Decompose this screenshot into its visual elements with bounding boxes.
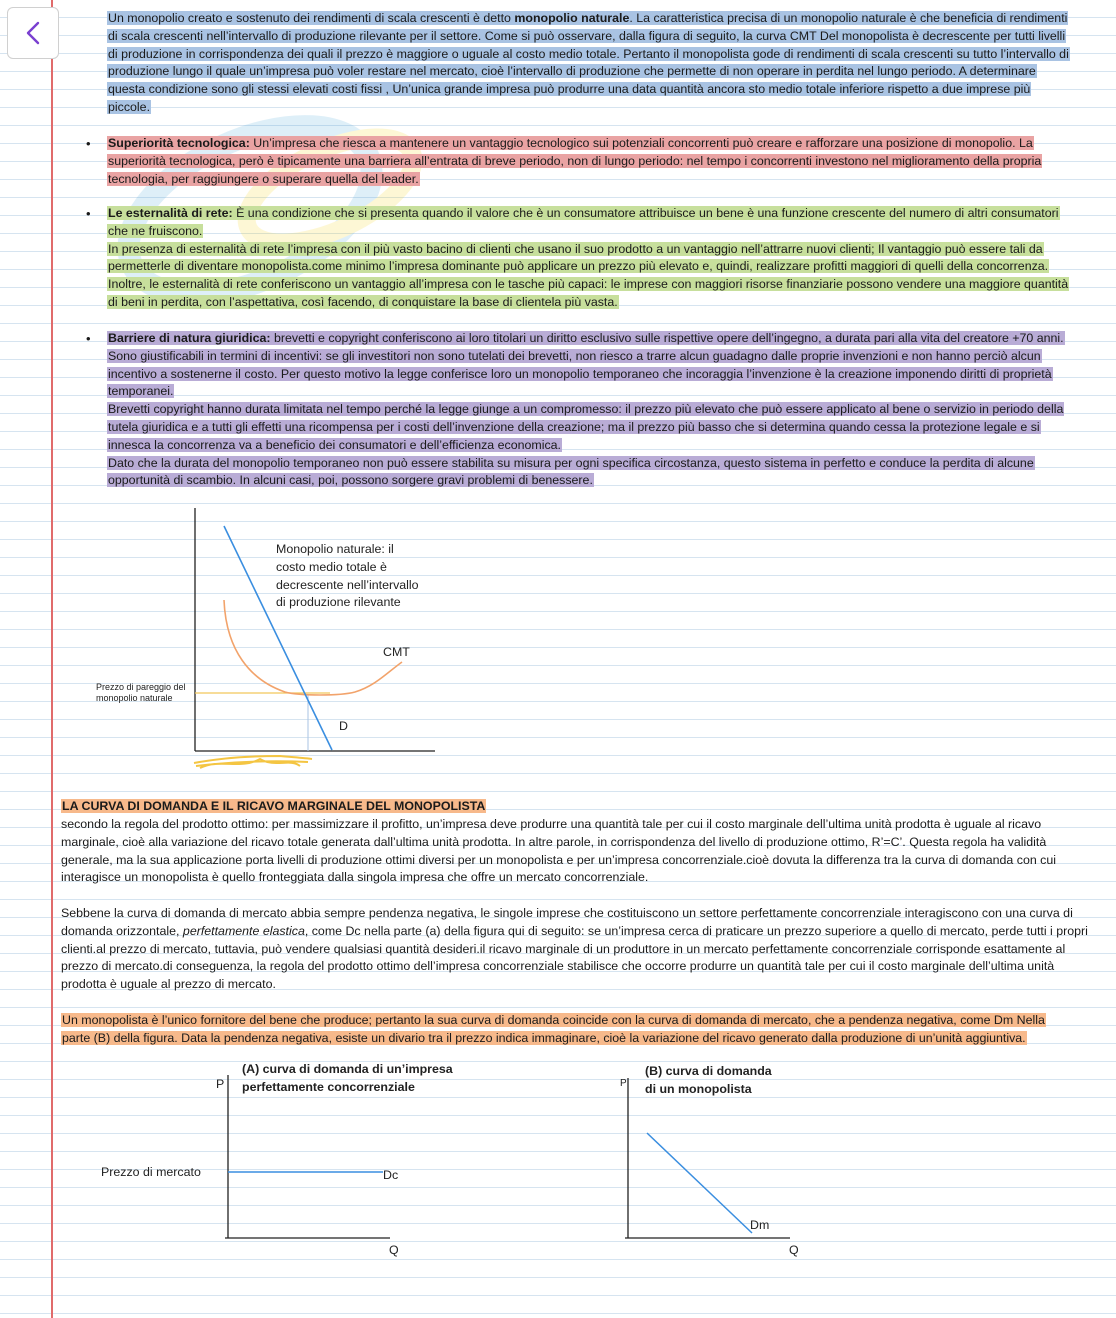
fig1-cmt-curve (224, 600, 402, 695)
fig2a-title: (A) curva di domanda di un’impresa perfettamente concorrenziale (242, 1062, 453, 1094)
fig1-scribble (194, 756, 312, 768)
bullet-giuridica: Barriere di natura giuridica: brevetti e copyright conferiscono ai loro titolari un diritto esclusivo sulle rispettive opere dell’ingegno, a durata pari alla vita del creatore +70 anni. Sono giustificabili in termini di incentivi: se gli investitori non sono tutelati dei brevetti, non riesco a trarre alcun guadagno dalle proprie invenzioni e non hanno perciò alcun incentivo a sostenerne il costo. Per questo motivo la legge conferisce loro un monopolio temporaneo che incoraggia l’invenzione è la creazione imponendo diritti di proprietà temporanei. Brevetti copyright hanno durata limitata nel tempo perché la legge giunge a un compromesso: il prezzo più elevato che può essere applicato al bene o servizio in periodo della tutela giuridica e a tutti gli effetti una ricompensa per i costi dell’invenzione della creazione; ma il prezzo più basso che si determina quando cessa la protezione legale e si innesca la concorrenza va a beneficio dei consumatori e dell’efficienza economica. Dato che la durata del monopolio temporaneo non può essere stabilita su misura per ogni specifica circostanza, questo sistema in perfetto e conduce la perdita di alcune opportunità di scambio. In alcuni casi, poi, possono sorgere gravi problemi di benessere. (108, 331, 1064, 488)
fig2a-dc-label: Dc (383, 1168, 399, 1182)
fig2a-q-label: Q (389, 1243, 399, 1257)
fig2b-p-label: P (620, 1078, 627, 1089)
figure-2a-chart (220, 1070, 400, 1245)
fig1-cmt-label: CMT (383, 645, 410, 659)
chevron-left-icon (23, 20, 43, 46)
fig1-price-label: Prezzo di pareggio del monopolio naturale (96, 682, 186, 703)
fig2a-price-label: Prezzo di mercato (101, 1165, 201, 1179)
section2-paragraph-1: secondo la regola del prodotto ottimo: per massimizzare il profitto, un’impresa deve produrre una quantità tale per cui il costo marginale dell’ultima unità prodotta è uguale al ricavo marginale, cioè alla variazione del ricavo totale generata dall’ultima unità prodotta. In altre parole, in corrispondenza del livello di produzione ottimo, R’=C’. Questa regola ha validità generale, ma la sua applicazione porta livelli di produzione ottimi diversi per un monopolista e per un’impresa concorrenziale.cioè dovuta la differenza tra la curva di domanda con cui interagisce un monopolista è quello fronteggiata dalla singola impresa che offre un mercato concorrenziale. (61, 817, 1057, 885)
section2-paragraph-3: Un monopolista è l’unico fornitore del bene che produce; pertanto la sua curva di domanda coincide con la curva di domanda di mercato, che a pendenza negativa, come Dm Nella parte (B) della figura. Data la pendenza negativa, esiste un divario tra il prezzo indica immaginare, cioè la variazione del ricavo generato dalla produzione di un’unità aggiuntiva. (62, 1013, 1045, 1045)
fig1-d-label: D (339, 719, 348, 733)
bullet-dot: • (86, 331, 91, 346)
figure-2b-chart (620, 1070, 800, 1245)
bullet-tecnologica: Superiorità tecnologica: Un’impresa che riesca a mantenere un vantaggio tecnologico sui potenziali concorrenti può creare e rafforzare una posizione di monopolio. La superiorità tecnologica, però è tipicamente una barriera all’entrata di breve periodo, non di lungo periodo: nel tempo i concorrenti investono nel miglioramento della propria tecnologia, per raggiungere o superare quella del leader. (108, 136, 1042, 186)
notebook-margin-line (51, 0, 53, 1318)
intro-bold-term: monopolio naturale (514, 11, 630, 25)
bullet-dot: • (86, 136, 91, 151)
fig2b-dm-label: Dm (750, 1218, 770, 1232)
intro-paragraph: Un monopolio creato e sostenuto dei rendimenti di scala crescenti è detto monopolio naturale. La caratteristica precisa di un monopolio naturale è che beneficia di rendimenti di scala crescenti nell’intervallo di produzione rilevante per il settore. Come si può osservare, dalla figura di seguito, la curva CMT Del monopolista è decrescente per tutti livelli di produzione in corrispondenza dei quali il prezzo è maggiore o uguale al costo medio totale. Pertanto il monopolista gode di rendimenti di scala crescenti su tutto l’intervallo di produzione lungo il quale un’impresa può voler restare nel mercato, cioè l’intervallo di produzione che permette di non operare in perdita nel lungo periodo. A determinare questa condizione sono gli stessi elevati costi fissi , Un’unica grande impresa può produrre una data quantità ancora sto medio totale inferiore rispetto a due imprese più piccole. (108, 11, 1069, 114)
bullet-esternalita: Le esternalità di rete: È una condizione che si presenta quando il valore che è un consumatore attribuisce un bene è una funzione crescente del numero di altri consumatori che ne fruiscono. In presenza di esternalità di rete l’impresa con il più vasto bacino di clienti che usano il suo prodotto a un vantaggio nell’attrarre nuovi clienti; Il vantaggio può essere tali da permetterle di diventare monopolista.come minimo l’impresa dominante può applicare un prezzo più elevato e, quindi, realizzare profitti maggiori di quelli della concorrenza. Inoltre, le esternalità di rete conferiscono un vantaggio all’impresa con le tasche più capaci: le imprese con maggiori risorse finanziarie possono vendere una maggiore quantità di beni in perdita, con l’aspettativa, così facendo, di conquistare la base di clientela più vasta. (108, 206, 1069, 309)
fig2b-q-label: Q (789, 1243, 799, 1257)
fig2a-p-label: P (216, 1077, 225, 1091)
section2-paragraph-2: Sebbene la curva di domanda di mercato abbia sempre pendenza negativa, le singole imprese che costituiscono un settore perfettamente concorrenziale interagiscono con una curva di domanda orizzontale, perfettamente elastica, come Dc nella parte (a) della figura qui di seguito: se un’impresa cerca di praticare un prezzo superiore a quello di mercato, perde tutti i propri clienti.al prezzo di mercato, tuttavia, può vendere qualsiasi quantità desideri.il ricavo marginale di un produttore in un mercato perfettamente concorrenziale corrisponde esattamente al prezzo di mercato.di conseguenza, la regola del prodotto ottimo dell’impresa concorrenziale stabilisce che occorre produrre un quantità tale per cui il costo marginale dell’ultima unità prodotta è uguale al prezzo di mercato. (61, 906, 1088, 992)
section-heading: LA CURVA DI DOMANDA E IL RICAVO MARGINALE DEL MONOPOLISTA (62, 799, 486, 813)
fig2b-title: (B) curva di domanda di un monopolista (645, 1064, 772, 1096)
fig1-annotation: Monopolio naturale: il costo medio totale è decrescente nell’intervallo di produzione rilevante (276, 542, 419, 610)
bullet-dot: • (86, 206, 91, 221)
back-button[interactable] (7, 7, 59, 59)
fig2b-dm-line (647, 1133, 752, 1233)
